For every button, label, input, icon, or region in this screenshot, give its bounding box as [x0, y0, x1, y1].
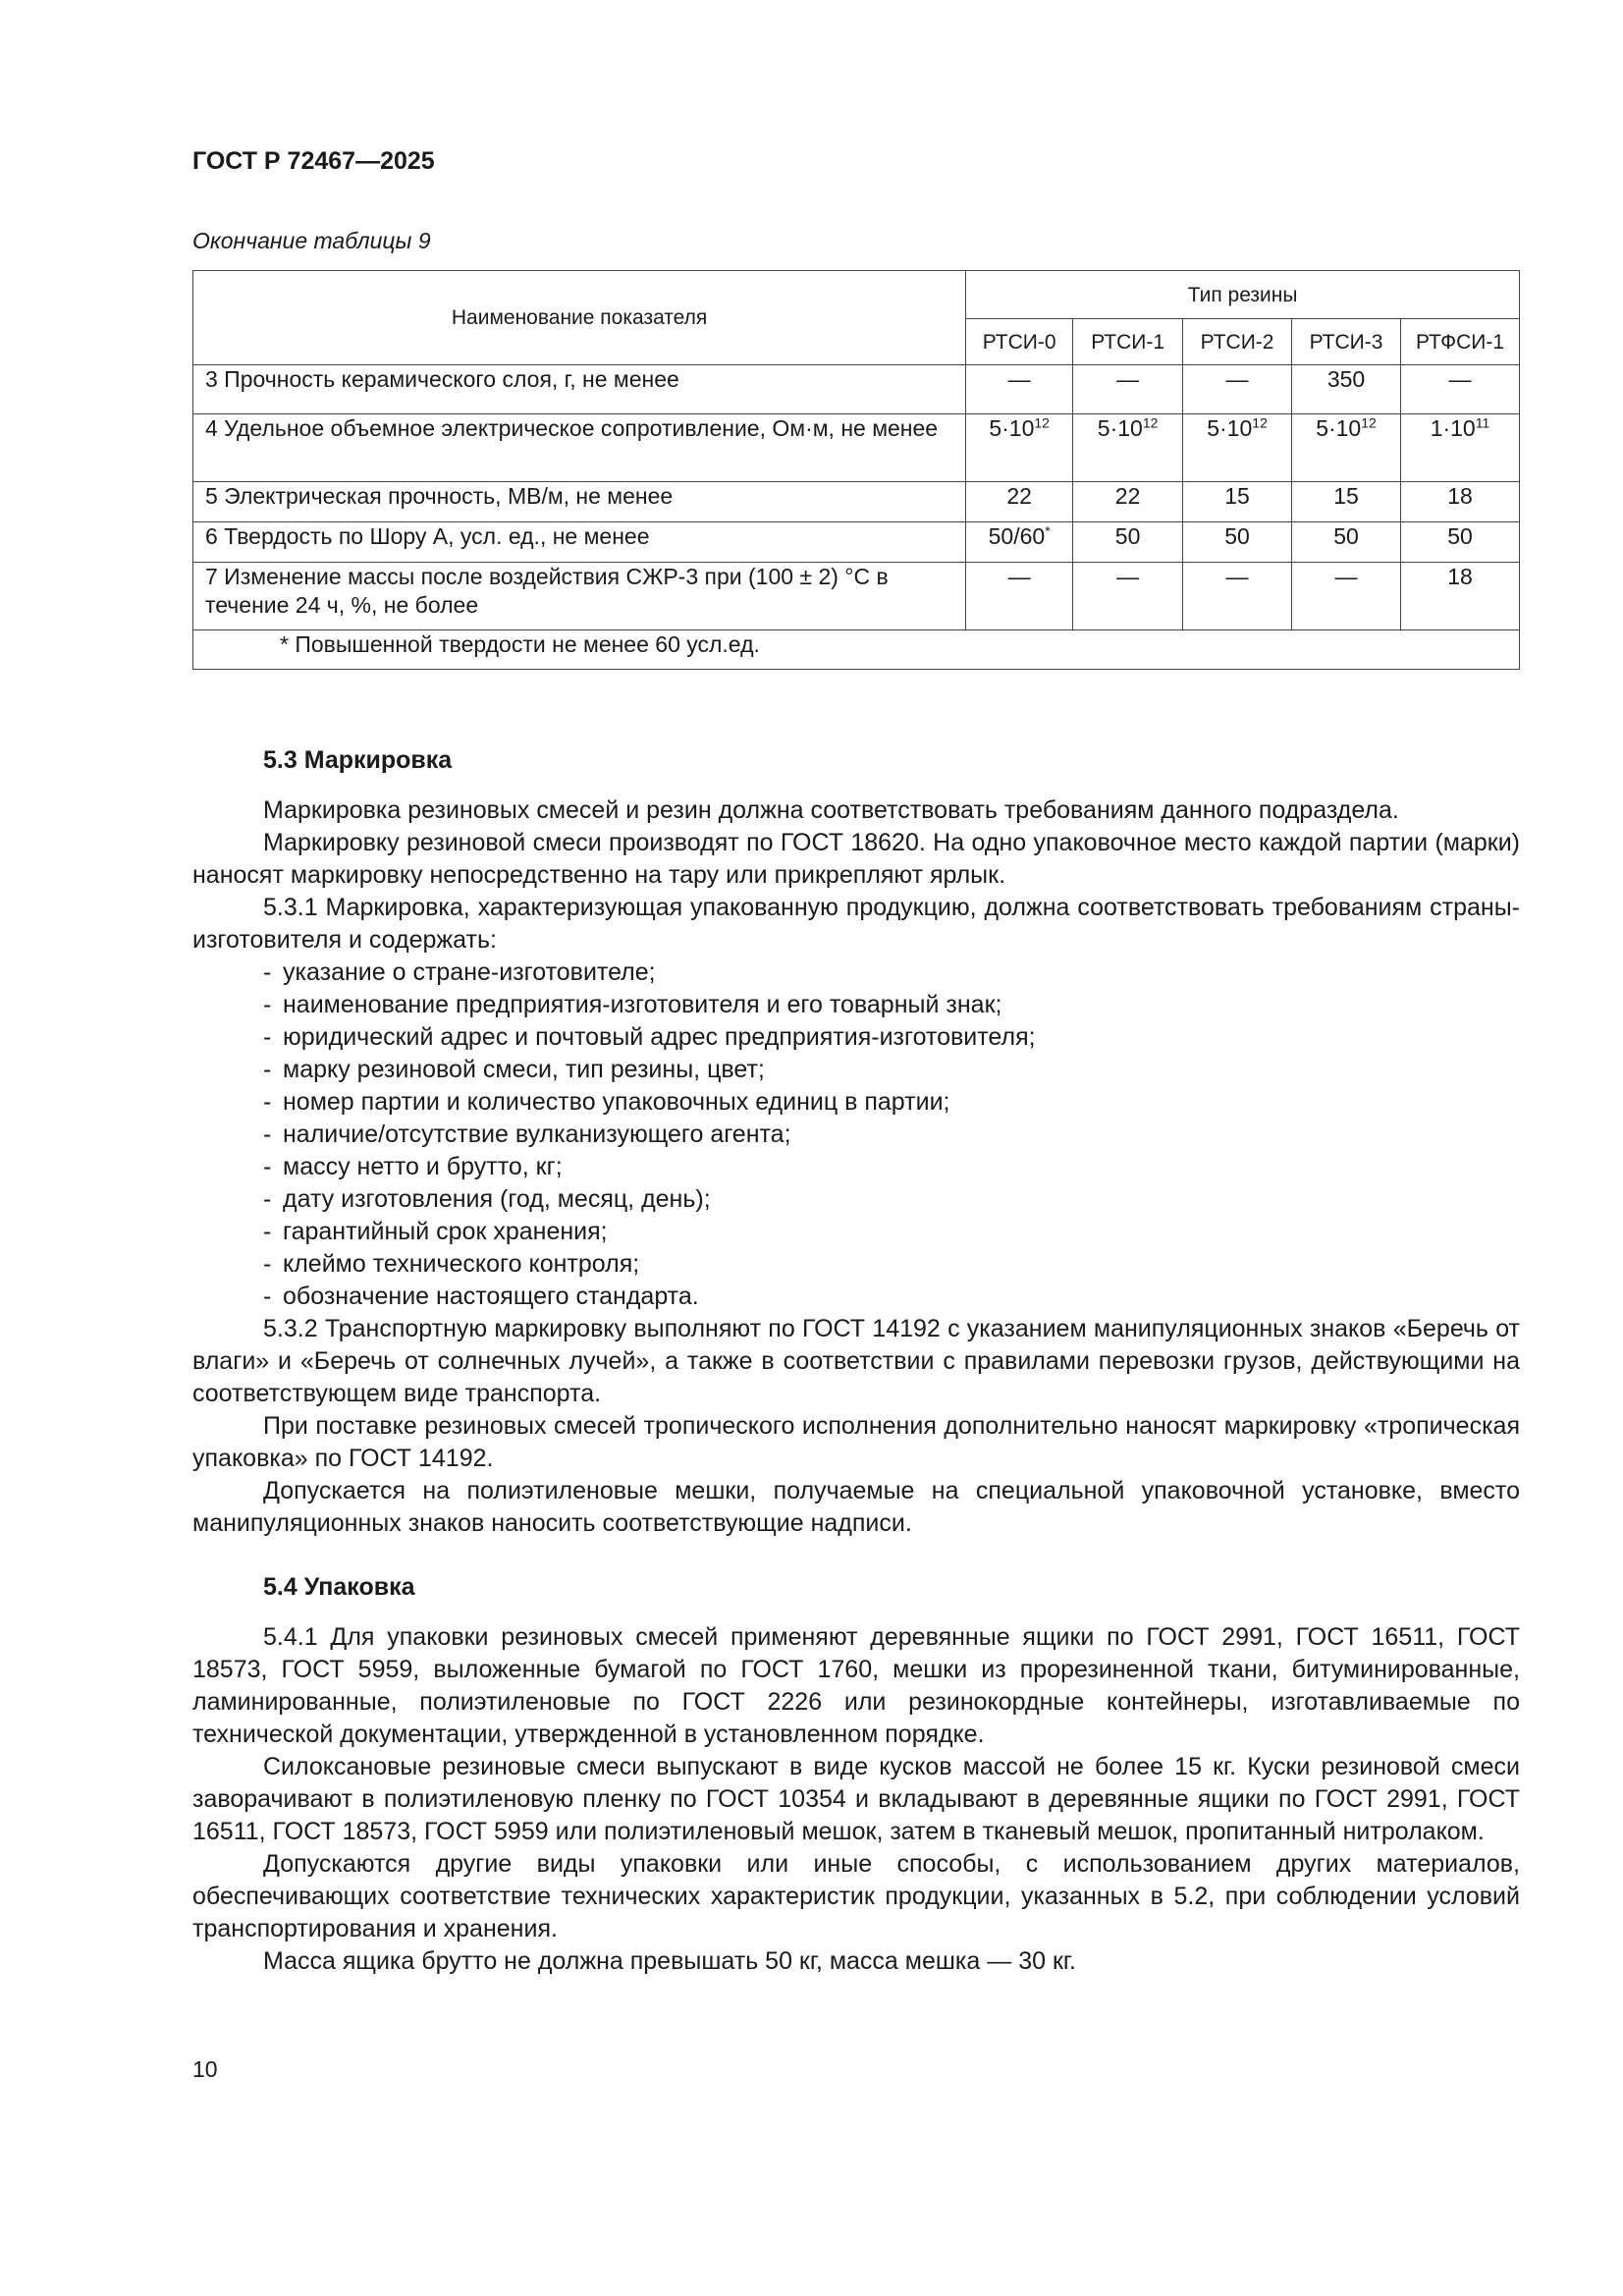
table-cell: — — [1183, 563, 1292, 630]
list-item: - наличие/отсутствие вулканизующего агента; — [263, 1119, 1520, 1151]
table-cell: — — [966, 365, 1073, 414]
table-cell — [1400, 414, 1519, 482]
table-row — [193, 563, 1520, 630]
table-cell: 22 — [966, 482, 1073, 522]
value-exponent: 12 — [1361, 414, 1377, 431]
table-caption: Окончание таблицы 9 — [192, 228, 431, 253]
table-footnote-row — [193, 630, 1520, 670]
list-item: - номер партии и количество упаковочных единиц в партии; — [263, 1086, 1520, 1119]
type-header: РТСИ-2 — [1183, 319, 1292, 365]
paragraph: 5.3.2 Транспортную маркировку выполняют по ГОСТ 14192 с указанием манипуляционных знаков «Беречь от влаги» и «Беречь от солнечных лучей», а также в соответствии с правилами перевозки грузов, действующими на соответствующем виде транспорта. — [192, 1315, 1520, 1407]
table-cell — [966, 522, 1073, 563]
table-cell: 18 — [1400, 563, 1519, 630]
table-cell: 15 — [1292, 482, 1401, 522]
value-base: 5·10 — [1316, 415, 1362, 441]
table-row — [193, 522, 1520, 563]
table-cell: 50 — [1183, 522, 1292, 563]
paragraph: Масса ящика брутто не должна превышать 50 кг, масса мешка — 30 кг. — [263, 1947, 1076, 1975]
row-name: 6 Твердость по Шору А, усл. ед., не менее — [193, 522, 966, 563]
value-base: 5·10 — [1097, 415, 1143, 441]
table-cell — [1183, 414, 1292, 482]
table-row — [193, 365, 1520, 414]
type-header: РТФСИ-1 — [1400, 319, 1519, 365]
table-cell: 15 — [1183, 482, 1292, 522]
list-item: - клеймо технического контроля; — [263, 1248, 1520, 1281]
paragraph: Допускаются другие виды упаковки или иные способы, с использованием других материалов, обеспечивающих соответствие технических характеристик продукции, указанных в 5.2, при соблюдении условий транспортирования и хранения. — [192, 1850, 1520, 1942]
list-item: - указание о стране-изготовителе; — [263, 957, 1520, 989]
document-id: ГОСТ Р 72467—2025 — [192, 147, 435, 175]
row-name: 4 Удельное объемное электрическое сопротивление, Ом·м, не менее — [193, 414, 966, 482]
row-name: 5 Электрическая прочность, МВ/м, не менее — [193, 482, 966, 522]
value-base: 5·10 — [1207, 415, 1253, 441]
table-cell: — — [1073, 563, 1183, 630]
table-cell: — — [1183, 365, 1292, 414]
paragraph: При поставке резиновых смесей тропического исполнения дополнительно наносят маркировку «тропическая упаковка» по ГОСТ 14192. — [192, 1412, 1520, 1472]
header-indicator-name: Наименование показателя — [193, 271, 966, 365]
type-header: РТСИ-1 — [1073, 319, 1183, 365]
type-header: РТСИ-0 — [966, 319, 1073, 365]
table-cell: — — [1292, 563, 1401, 630]
section-title: 5.4 Упаковка — [263, 1573, 415, 1601]
paragraph: 5.3.1 Маркировка, характеризующая упакованную продукцию, должна соответствовать требованиям страны-изготовителя и содержать: — [192, 894, 1520, 954]
list-item: - обозначение настоящего стандарта. — [263, 1281, 1520, 1313]
paragraph: Допускается на полиэтиленовые мешки, получаемые на специальной упаковочной установке, вместо манипуляционных знаков наносить соответствующие надписи. — [192, 1477, 1520, 1537]
paragraph: Маркировка резиновых смесей и резин должна соответствовать требованиям данного подраздела. — [263, 796, 1399, 824]
table-header-row — [193, 271, 1520, 319]
paragraph: Маркировку резиновой смеси производят по ГОСТ 18620. На одно упаковочное место каждой партии (марки) наносят маркировку непосредственно на тару или прикрепляют ярлык. — [192, 829, 1520, 889]
value-base: 1·10 — [1430, 415, 1476, 441]
value-base: 5·10 — [989, 415, 1035, 441]
page-number: 10 — [192, 2056, 218, 2082]
list-item: - марку резиновой смеси, тип резины, цвет; — [263, 1054, 1520, 1086]
table-cell — [966, 414, 1073, 482]
table-cell: 50 — [1400, 522, 1519, 563]
table-cell: — — [1400, 365, 1519, 414]
table-row — [193, 414, 1520, 482]
section-title: 5.3 Маркировка — [263, 746, 453, 774]
table-cell: 50 — [1073, 522, 1183, 563]
header-rubber-type: Тип резины — [966, 271, 1520, 319]
value-exponent: 12 — [1142, 414, 1159, 431]
list-item: - юридический адрес и почтовый адрес предприятия-изготовителя; — [263, 1021, 1520, 1054]
paragraph: 5.4.1 Для упаковки резиновых смесей применяют деревянные ящики по ГОСТ 2991, ГОСТ 16511, ГОСТ 18573, ГОСТ 5959, выложенные бумагой по ГОСТ 1760, мешки из прорезиненной ткани, битуминированные, ламинированные, полиэтиленовые по ГОСТ 2226 или резинокордные контейнеры, изготавливаемые по технической документации, утвержденной в установленном порядке. — [192, 1623, 1520, 1748]
marking-list — [192, 957, 1520, 1313]
value-exponent: 11 — [1475, 414, 1490, 431]
table-footnote: * Повышенной твердости не менее 60 усл.ед. — [193, 630, 1520, 670]
row-name: 3 Прочность керамического слоя, г, не менее — [193, 365, 966, 414]
paragraph: Силоксановые резиновые смеси выпускают в виде кусков массой не более 15 кг. Куски резиновой смеси заворачивают в полиэтиленовую пленку по ГОСТ 10354 и вкладывают в деревянные ящики по ГОСТ 2991, ГОСТ 16511, ГОСТ 18573, ГОСТ 5959 или полиэтиленовый мешок, затем в тканевый мешок, пропитанный нитролаком. — [192, 1753, 1520, 1845]
table-row — [193, 482, 1520, 522]
table-cell — [1292, 414, 1401, 482]
list-item: - наименование предприятия-изготовителя и его товарный знак; — [263, 989, 1520, 1021]
section-5-4 — [192, 1571, 1520, 1978]
table-cell: 22 — [1073, 482, 1183, 522]
type-header: РТСИ-3 — [1292, 319, 1401, 365]
footnote-mark: * — [1045, 522, 1051, 539]
properties-table — [192, 270, 1520, 670]
table-cell: 350 — [1292, 365, 1401, 414]
section-5-3 — [192, 744, 1520, 1540]
list-item: - дату изготовления (год, месяц, день); — [263, 1183, 1520, 1216]
table-cell: — — [1073, 365, 1183, 414]
table-cell: 18 — [1400, 482, 1519, 522]
list-item: - массу нетто и брутто, кг; — [263, 1151, 1520, 1183]
list-item: - гарантийный срок хранения; — [263, 1216, 1520, 1248]
table-cell: 50 — [1292, 522, 1401, 563]
value-base: 50/60 — [988, 523, 1046, 549]
table-cell: — — [966, 563, 1073, 630]
value-exponent: 12 — [1034, 414, 1050, 431]
row-name: 7 Изменение массы после воздействия СЖР-3 при (100 ± 2) °С в течение 24 ч, %, не более — [193, 563, 966, 630]
table-cell — [1073, 414, 1183, 482]
value-exponent: 12 — [1252, 414, 1268, 431]
